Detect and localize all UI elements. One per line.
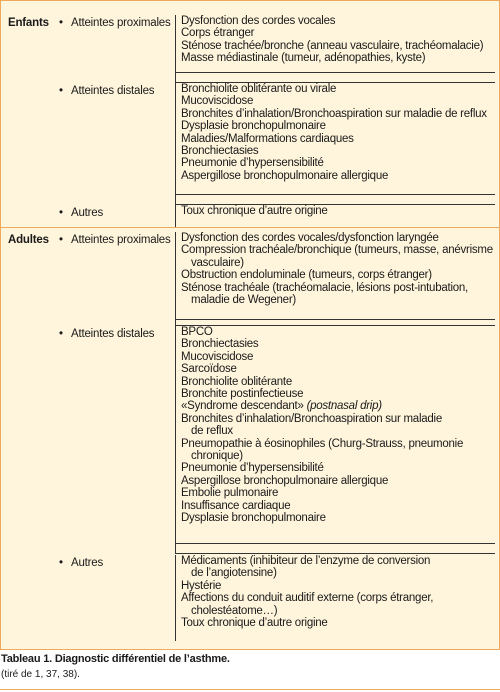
entry: Sténose trachéale (trachéomalacie, lésions post-intubation, bbox=[181, 281, 468, 294]
cell-spacer bbox=[175, 73, 495, 83]
caption-source: (tiré de 1, 37, 38). bbox=[1, 669, 80, 680]
entries-cell bbox=[175, 15, 495, 73]
entry: «Syndrome descendant» (postnasal drip) bbox=[181, 400, 382, 413]
entry: Mucoviscidose bbox=[181, 95, 254, 108]
entry: Embolie pulmonaire bbox=[181, 487, 279, 500]
entries-cell bbox=[175, 326, 495, 544]
entry: Masse médiastinale (tumeur, adénopathies, kyste) bbox=[181, 52, 426, 65]
group-label-adultes: Adultes bbox=[8, 234, 49, 246]
entry: Aspergillose bronchopulmonaire allergique bbox=[181, 169, 389, 182]
section-label: • Autres bbox=[59, 557, 104, 569]
entry: Bronchite postinfectieuse bbox=[181, 388, 304, 401]
section-label: • Autres bbox=[59, 207, 104, 219]
entry: Maladies/Malformations cardiaques bbox=[181, 132, 354, 145]
entry: Bronchiectasies bbox=[181, 145, 259, 158]
entry: de reflux bbox=[191, 425, 233, 438]
entry: Affections du conduit auditif externe (corps étranger, bbox=[181, 592, 434, 605]
entry: Bronchiolite oblitérante bbox=[181, 375, 292, 388]
entry-italic-note: (postnasal drip) bbox=[306, 400, 382, 413]
entry: maladie de Wegener) bbox=[191, 294, 296, 307]
section-label: • Atteintes proximales bbox=[59, 17, 171, 29]
cell-spacer bbox=[175, 544, 495, 554]
entry: Pneumonie d’hypersensibilité bbox=[181, 462, 324, 475]
entry: Compression trachéale/bronchique (tumeurs, masse, anévrisme bbox=[181, 244, 493, 257]
entry: Toux chronique d’autre origine bbox=[181, 617, 328, 630]
entry: Bronchites d’inhalation/Bronchoaspiration sur maladie de reflux bbox=[181, 107, 487, 120]
caption-separator bbox=[0, 689, 500, 690]
entry: Aspergillose bronchopulmonaire allergique bbox=[181, 474, 389, 487]
entries-cell bbox=[175, 83, 495, 195]
entry: de l’angiotensine) bbox=[191, 567, 277, 580]
entry: Toux chronique d’autre origine bbox=[181, 205, 328, 217]
entry: Dysplasie bronchopulmonaire bbox=[181, 120, 326, 133]
section-label: • Atteintes proximales bbox=[59, 234, 171, 246]
entry: Mucoviscidose bbox=[181, 350, 254, 363]
entries-cell bbox=[175, 232, 495, 320]
entries-cell bbox=[175, 205, 495, 227]
group-label-enfants: Enfants bbox=[8, 17, 49, 29]
entry: Insuffisance cardiaque bbox=[181, 499, 291, 512]
entry: Bronchites d’inhalation/Bronchoaspiration sur maladie bbox=[181, 412, 442, 425]
section-label: • Atteintes distales bbox=[59, 85, 155, 97]
entry: Dysfonction des cordes vocales/dysfonction laryngée bbox=[181, 232, 439, 244]
entry: Dysplasie bronchopulmonaire bbox=[181, 512, 326, 525]
entry: Bronchiectasies bbox=[181, 338, 259, 351]
entry: chronique) bbox=[191, 450, 243, 463]
entry: Médicaments (inhibiteur de l’enzyme de conversion bbox=[181, 555, 431, 567]
entry: cholestéatome…) bbox=[191, 604, 278, 617]
caption-title: Tableau 1. Diagnostic différentiel de l’asthme. bbox=[1, 653, 230, 665]
entry: Bronchiolite oblitérante ou virale bbox=[181, 83, 337, 95]
entry: vasculaire) bbox=[191, 256, 244, 269]
entry: Sténose trachée/bronche (anneau vasculaire, trachéomalacie) bbox=[181, 39, 484, 52]
group-separator bbox=[1, 227, 499, 228]
table-caption bbox=[0, 649, 500, 692]
entry: Pneumonie d’hypersensibilité bbox=[181, 157, 324, 170]
entry: Hystérie bbox=[181, 579, 222, 592]
entry: Sarcoïdose bbox=[181, 363, 237, 376]
entry: Pneumopathie à éosinophiles (Churg-Strauss, pneumonie bbox=[181, 437, 464, 450]
entry: BPCO bbox=[181, 326, 213, 338]
entries-cell bbox=[175, 555, 495, 641]
section-label: • Atteintes distales bbox=[59, 328, 155, 340]
cell-spacer bbox=[175, 195, 495, 205]
entry: Obstruction endoluminale (tumeurs, corps étranger) bbox=[181, 269, 432, 282]
entry: Dysfonction des cordes vocales bbox=[181, 15, 336, 27]
entry: Corps étranger bbox=[181, 27, 255, 40]
